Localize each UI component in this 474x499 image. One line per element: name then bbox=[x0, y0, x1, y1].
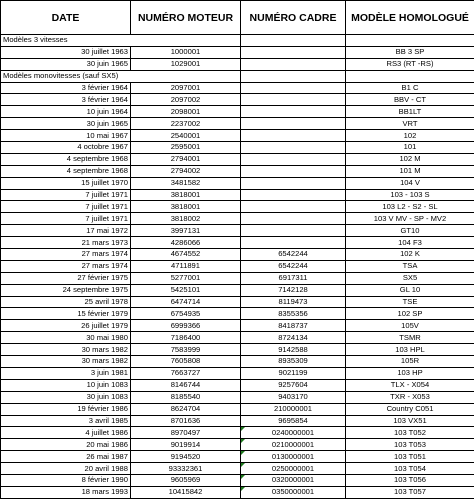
moteur-cell[interactable]: 2540001 bbox=[131, 130, 241, 142]
cadre-cell[interactable]: 8935309 bbox=[241, 356, 346, 368]
moteur-cell[interactable]: 2097001 bbox=[131, 82, 241, 94]
date-cell[interactable]: 7 juillet 1971 bbox=[1, 201, 131, 213]
modele-cell[interactable]: TSE bbox=[346, 296, 474, 308]
modele-cell[interactable]: 102 M bbox=[346, 153, 474, 165]
modele-cell[interactable]: 105R bbox=[346, 356, 474, 368]
date-cell[interactable]: 4 septembre 1968 bbox=[1, 153, 131, 165]
modele-cell[interactable]: 103 VX51 bbox=[346, 415, 474, 427]
moteur-cell[interactable]: 8970497 bbox=[131, 427, 241, 439]
modele-cell[interactable]: Country C051 bbox=[346, 403, 474, 415]
cadre-cell[interactable] bbox=[241, 130, 346, 142]
modele-cell[interactable]: 104 V bbox=[346, 177, 474, 189]
date-cell[interactable]: 7 juillet 1971 bbox=[1, 213, 131, 225]
cadre-cell[interactable]: 8119473 bbox=[241, 296, 346, 308]
cadre-cell[interactable] bbox=[241, 142, 346, 154]
moteur-cell[interactable]: 3997131 bbox=[131, 225, 241, 237]
cadre-cell[interactable]: 0250000001 bbox=[241, 463, 346, 475]
table-row bbox=[1, 463, 474, 475]
modele-cell[interactable]: RS3 (RT -RS) bbox=[346, 58, 474, 70]
header-cadre[interactable]: NUMÉRO CADRE bbox=[241, 1, 346, 35]
cadre-cell[interactable]: 9257604 bbox=[241, 379, 346, 391]
section-row bbox=[1, 70, 474, 82]
date-cell[interactable]: 30 juin 1965 bbox=[1, 118, 131, 130]
moteur-cell[interactable]: 9019914 bbox=[131, 439, 241, 451]
cadre-cell[interactable] bbox=[241, 237, 346, 249]
header-date[interactable]: DATE bbox=[1, 1, 131, 35]
header-modele[interactable]: MODÈLE HOMOLOGUÉ bbox=[346, 1, 474, 35]
date-cell[interactable]: 4 juillet 1986 bbox=[1, 427, 131, 439]
date-cell[interactable]: 21 mars 1973 bbox=[1, 237, 131, 249]
empty-cell[interactable] bbox=[241, 35, 346, 47]
cadre-cell[interactable]: 0350000001 bbox=[241, 486, 346, 498]
table-row bbox=[1, 118, 474, 130]
modele-cell[interactable]: 103 T056 bbox=[346, 474, 474, 486]
modele-cell[interactable]: 103 HPL bbox=[346, 344, 474, 356]
cadre-cell[interactable] bbox=[241, 153, 346, 165]
cadre-cell[interactable]: 0240000001 bbox=[241, 427, 346, 439]
moteur-cell[interactable]: 8624704 bbox=[131, 403, 241, 415]
table-row bbox=[1, 332, 474, 344]
date-cell[interactable]: 10 juin 1964 bbox=[1, 106, 131, 118]
table-row bbox=[1, 153, 474, 165]
empty-cell[interactable] bbox=[241, 70, 346, 82]
modele-cell[interactable]: BB 3 SP bbox=[346, 46, 474, 58]
modele-cell[interactable]: 101 bbox=[346, 142, 474, 154]
cadre-cell[interactable]: 9021199 bbox=[241, 367, 346, 379]
moteur-cell[interactable]: 4286066 bbox=[131, 237, 241, 249]
modele-cell[interactable]: 103 T051 bbox=[346, 451, 474, 463]
modele-cell[interactable]: 103 V MV - SP - MV2 bbox=[346, 213, 474, 225]
cadre-cell[interactable]: 6917311 bbox=[241, 272, 346, 284]
date-cell[interactable]: 4 septembre 1968 bbox=[1, 165, 131, 177]
date-cell[interactable]: 20 avril 1988 bbox=[1, 463, 131, 475]
table-row bbox=[1, 308, 474, 320]
date-cell[interactable]: 4 octobre 1967 bbox=[1, 142, 131, 154]
cadre-cell[interactable] bbox=[241, 213, 346, 225]
cadre-cell[interactable]: 9695854 bbox=[241, 415, 346, 427]
moteur-cell[interactable]: 4711891 bbox=[131, 260, 241, 272]
cadre-cell[interactable]: 8355356 bbox=[241, 308, 346, 320]
date-cell[interactable]: 27 mars 1974 bbox=[1, 260, 131, 272]
modele-cell[interactable]: 103 HP bbox=[346, 367, 474, 379]
cadre-cell[interactable] bbox=[241, 58, 346, 70]
cadre-cell[interactable] bbox=[241, 165, 346, 177]
moteur-cell[interactable]: 6999366 bbox=[131, 320, 241, 332]
date-cell[interactable]: 20 mai 1986 bbox=[1, 439, 131, 451]
table-row bbox=[1, 296, 474, 308]
modele-cell[interactable]: 103 T057 bbox=[346, 486, 474, 498]
modele-cell[interactable]: 103 - 103 S bbox=[346, 189, 474, 201]
modele-cell[interactable]: 102 SP bbox=[346, 308, 474, 320]
table-row bbox=[1, 142, 474, 154]
date-cell[interactable]: 19 février 1986 bbox=[1, 403, 131, 415]
date-cell[interactable]: 10 juin 1083 bbox=[1, 379, 131, 391]
moteur-cell[interactable]: 6754935 bbox=[131, 308, 241, 320]
table-row bbox=[1, 237, 474, 249]
modele-cell[interactable]: 103 T052 bbox=[346, 427, 474, 439]
section-row bbox=[1, 35, 474, 47]
date-cell[interactable]: 18 mars 1993 bbox=[1, 486, 131, 498]
table-row bbox=[1, 403, 474, 415]
cadre-cell[interactable]: 0320000001 bbox=[241, 474, 346, 486]
table-row bbox=[1, 58, 474, 70]
moteur-cell[interactable]: 4674552 bbox=[131, 249, 241, 261]
modele-cell[interactable]: 104 F3 bbox=[346, 237, 474, 249]
modele-cell[interactable]: TSA bbox=[346, 260, 474, 272]
modele-cell[interactable]: 103 T054 bbox=[346, 463, 474, 475]
cadre-cell[interactable] bbox=[241, 94, 346, 106]
cadre-cell[interactable] bbox=[241, 189, 346, 201]
date-cell[interactable]: 15 février 1979 bbox=[1, 308, 131, 320]
modele-cell[interactable]: 105V bbox=[346, 320, 474, 332]
cadre-cell[interactable]: 0130000001 bbox=[241, 451, 346, 463]
date-cell[interactable]: 30 juillet 1963 bbox=[1, 46, 131, 58]
date-cell[interactable]: 17 mai 1972 bbox=[1, 225, 131, 237]
modele-cell[interactable]: 102 bbox=[346, 130, 474, 142]
moteur-cell[interactable]: 2098001 bbox=[131, 106, 241, 118]
cadre-cell[interactable] bbox=[241, 46, 346, 58]
date-cell[interactable]: 3 avril 1985 bbox=[1, 415, 131, 427]
modele-cell[interactable]: BB1LT bbox=[346, 106, 474, 118]
table-row bbox=[1, 249, 474, 261]
empty-cell[interactable] bbox=[346, 70, 474, 82]
date-cell[interactable]: 3 février 1964 bbox=[1, 94, 131, 106]
cadre-cell[interactable] bbox=[241, 177, 346, 189]
cadre-cell[interactable] bbox=[241, 82, 346, 94]
table-row bbox=[1, 201, 474, 213]
section-title[interactable]: Modèles 3 vitesses bbox=[1, 35, 241, 47]
date-cell[interactable]: 24 septembre 1975 bbox=[1, 284, 131, 296]
table-row bbox=[1, 344, 474, 356]
moteur-cell[interactable]: 3481582 bbox=[131, 177, 241, 189]
cadre-cell[interactable]: 6542244 bbox=[241, 260, 346, 272]
table-row bbox=[1, 391, 474, 403]
table-body bbox=[1, 35, 474, 499]
moteur-cell[interactable]: 10415842 bbox=[131, 486, 241, 498]
moteur-cell[interactable]: 93332361 bbox=[131, 463, 241, 475]
date-cell[interactable]: 26 mai 1987 bbox=[1, 451, 131, 463]
date-cell[interactable]: 27 mars 1974 bbox=[1, 249, 131, 261]
table-row bbox=[1, 439, 474, 451]
cadre-cell[interactable] bbox=[241, 118, 346, 130]
moteur-cell[interactable]: 7186400 bbox=[131, 332, 241, 344]
table-row bbox=[1, 189, 474, 201]
date-cell[interactable]: 3 juin 1981 bbox=[1, 367, 131, 379]
cadre-cell[interactable] bbox=[241, 106, 346, 118]
modele-cell[interactable]: 103 T053 bbox=[346, 439, 474, 451]
empty-cell[interactable] bbox=[346, 35, 474, 47]
table-row bbox=[1, 486, 474, 498]
table-row bbox=[1, 82, 474, 94]
table-row bbox=[1, 284, 474, 296]
cadre-cell[interactable]: 8418737 bbox=[241, 320, 346, 332]
date-cell[interactable]: 15 juillet 1970 bbox=[1, 177, 131, 189]
modele-cell[interactable]: B1 C bbox=[346, 82, 474, 94]
moteur-cell[interactable]: 2794002 bbox=[131, 165, 241, 177]
table-row bbox=[1, 94, 474, 106]
modele-cell[interactable]: BBV - CT bbox=[346, 94, 474, 106]
date-cell[interactable]: 30 mai 1980 bbox=[1, 332, 131, 344]
date-cell[interactable]: 26 juillet 1979 bbox=[1, 320, 131, 332]
moteur-cell[interactable]: 9605969 bbox=[131, 474, 241, 486]
header-moteur[interactable]: NUMÉRO MOTEUR bbox=[131, 1, 241, 35]
date-cell[interactable]: 30 mars 1982 bbox=[1, 344, 131, 356]
table-row bbox=[1, 260, 474, 272]
moteur-cell[interactable]: 1000001 bbox=[131, 46, 241, 58]
cadre-cell[interactable]: 9142588 bbox=[241, 344, 346, 356]
modele-cell[interactable]: 102 K bbox=[346, 249, 474, 261]
moteur-cell[interactable]: 5277001 bbox=[131, 272, 241, 284]
header-row bbox=[1, 1, 474, 35]
moteur-cell[interactable]: 7583999 bbox=[131, 344, 241, 356]
date-cell[interactable]: 8 février 1990 bbox=[1, 474, 131, 486]
moteur-cell[interactable]: 3818001 bbox=[131, 201, 241, 213]
cadre-cell[interactable] bbox=[241, 225, 346, 237]
table-row bbox=[1, 272, 474, 284]
table-row bbox=[1, 427, 474, 439]
moteur-cell[interactable]: 7663727 bbox=[131, 367, 241, 379]
moteur-cell[interactable]: 8146744 bbox=[131, 379, 241, 391]
table-row bbox=[1, 474, 474, 486]
date-cell[interactable]: 3 février 1964 bbox=[1, 82, 131, 94]
moteur-cell[interactable]: 3818002 bbox=[131, 213, 241, 225]
moteur-cell[interactable]: 6474714 bbox=[131, 296, 241, 308]
date-cell[interactable]: 30 mars 1982 bbox=[1, 356, 131, 368]
modele-cell[interactable]: 103 L2 - S2 - SL bbox=[346, 201, 474, 213]
date-cell[interactable]: 30 juin 1083 bbox=[1, 391, 131, 403]
moteur-cell[interactable]: 8701636 bbox=[131, 415, 241, 427]
cadre-cell[interactable] bbox=[241, 201, 346, 213]
table-row bbox=[1, 451, 474, 463]
table-row bbox=[1, 379, 474, 391]
moteur-cell[interactable]: 3818001 bbox=[131, 189, 241, 201]
modele-cell[interactable]: GL 10 bbox=[346, 284, 474, 296]
moteur-cell[interactable]: 2097002 bbox=[131, 94, 241, 106]
cadre-cell[interactable]: 210000001 bbox=[241, 403, 346, 415]
moteur-cell[interactable]: 8185540 bbox=[131, 391, 241, 403]
modele-cell[interactable]: VRT bbox=[346, 118, 474, 130]
table-row bbox=[1, 367, 474, 379]
modele-cell[interactable]: GT10 bbox=[346, 225, 474, 237]
modele-cell[interactable]: TSMR bbox=[346, 332, 474, 344]
cadre-cell[interactable]: 7142128 bbox=[241, 284, 346, 296]
section-title[interactable]: Modèles monovitesses (sauf SX5) bbox=[1, 70, 241, 82]
table-row bbox=[1, 177, 474, 189]
modele-cell[interactable]: TXR - X053 bbox=[346, 391, 474, 403]
moteur-cell[interactable]: 2595001 bbox=[131, 142, 241, 154]
table-row bbox=[1, 46, 474, 58]
modele-cell[interactable]: TLX - X054 bbox=[346, 379, 474, 391]
date-cell[interactable]: 7 juillet 1971 bbox=[1, 189, 131, 201]
table-row bbox=[1, 320, 474, 332]
modele-cell[interactable]: SX5 bbox=[346, 272, 474, 284]
moteur-cell[interactable]: 9194520 bbox=[131, 451, 241, 463]
moteur-cell[interactable]: 7605808 bbox=[131, 356, 241, 368]
moteur-cell[interactable]: 2237002 bbox=[131, 118, 241, 130]
modele-cell[interactable]: 101 M bbox=[346, 165, 474, 177]
moteur-cell[interactable]: 5425101 bbox=[131, 284, 241, 296]
table-row bbox=[1, 165, 474, 177]
date-cell[interactable]: 10 mai 1967 bbox=[1, 130, 131, 142]
cadre-cell[interactable]: 6542244 bbox=[241, 249, 346, 261]
table-row bbox=[1, 130, 474, 142]
date-cell[interactable]: 30 juin 1965 bbox=[1, 58, 131, 70]
cadre-cell[interactable]: 8724134 bbox=[241, 332, 346, 344]
moteur-cell[interactable]: 2794001 bbox=[131, 153, 241, 165]
cadre-cell[interactable]: 0210000001 bbox=[241, 439, 346, 451]
table-row bbox=[1, 225, 474, 237]
table-row bbox=[1, 356, 474, 368]
cadre-cell[interactable]: 9403170 bbox=[241, 391, 346, 403]
table-row bbox=[1, 213, 474, 225]
table-row bbox=[1, 415, 474, 427]
table-row bbox=[1, 106, 474, 118]
date-cell[interactable]: 25 avril 1978 bbox=[1, 296, 131, 308]
moteur-cell[interactable]: 1029001 bbox=[131, 58, 241, 70]
date-cell[interactable]: 27 février 1975 bbox=[1, 272, 131, 284]
